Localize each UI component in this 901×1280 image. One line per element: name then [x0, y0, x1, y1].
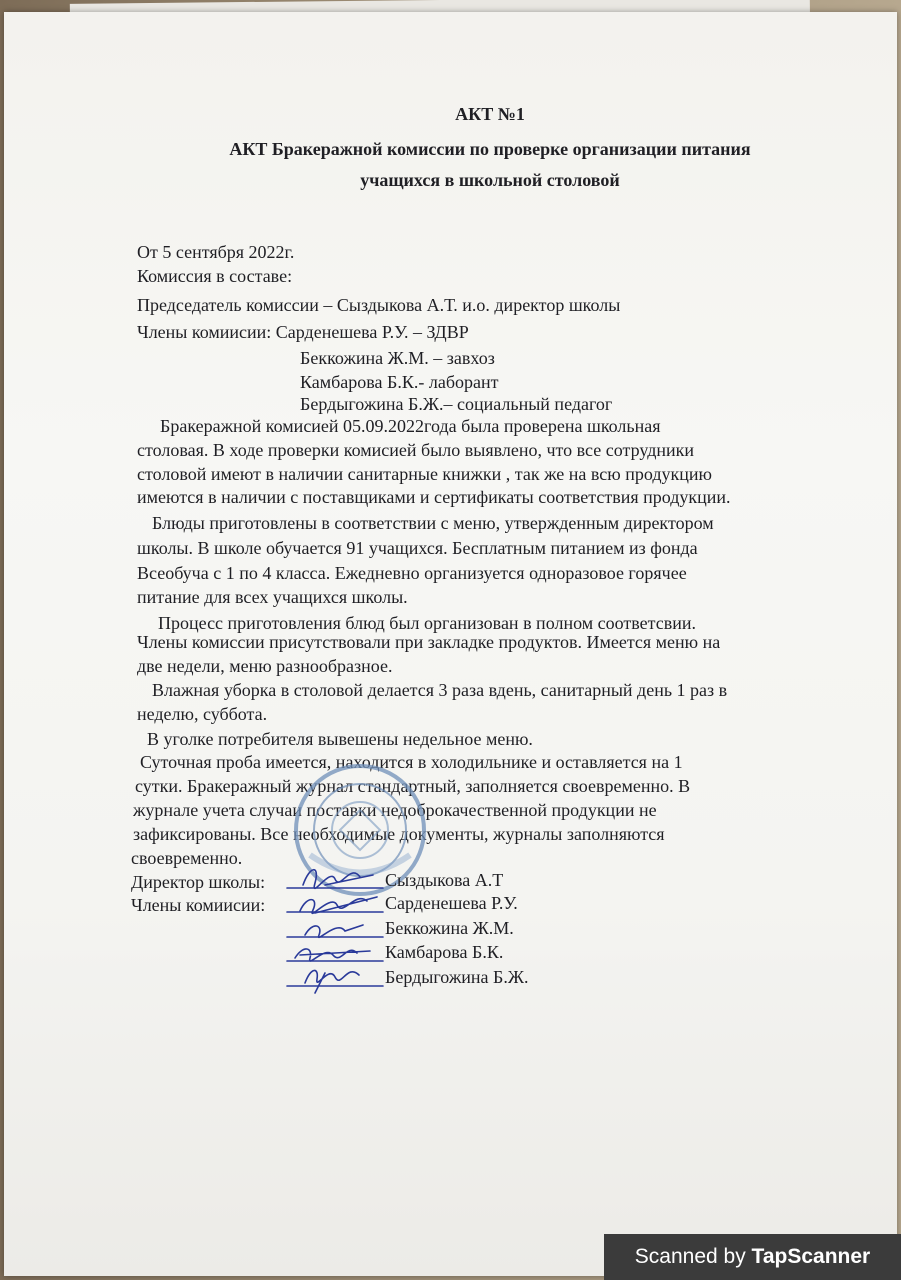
- paragraph-line: столовая. В ходе проверки комисией было выявлено, что все сотрудники: [137, 440, 695, 460]
- director-name: Сыздыкова А.Т: [385, 870, 504, 890]
- composition-line: Комиссия в составе:: [137, 266, 293, 286]
- paragraph-line: Процесс приготовления блюд был организован в полном соответсвии.: [158, 613, 696, 633]
- paragraph-line: Влажная уборка в столовой делается 3 раза вдень, санитарный день 1 раз в: [152, 680, 728, 700]
- members-signature-label: Члены комиисии:: [131, 895, 266, 915]
- paragraph-line: Бракеражной комисией 05.09.2022года была проверена школьная: [160, 416, 661, 436]
- member-line: Камбарова Б.К.- лаборант: [300, 372, 499, 392]
- document-subtitle-line2: учащихся в школьной столовой: [360, 170, 620, 190]
- member-signature-name: Беккожина Ж.М.: [385, 918, 514, 938]
- paragraph-line: неделю, суббота.: [137, 704, 268, 724]
- member-line: Беккожина Ж.М. – завхоз: [300, 348, 495, 368]
- tapscanner-watermark-badge: [604, 1234, 901, 1280]
- director-label: Директор школы:: [131, 872, 266, 892]
- paragraph-line: журнале учета случаи поставки недоброкачественной продукции не: [133, 800, 657, 820]
- paragraph-line: зафиксированы. Все необходимые документы, журналы заполняются: [133, 824, 665, 844]
- document-title: АКТ №1: [455, 104, 525, 124]
- watermark-brand: TapScanner: [751, 1245, 871, 1268]
- paragraph-line: имеются в наличии с поставщиками и сертификаты соответствия продукции.: [137, 487, 731, 507]
- paragraph-line: питание для всех учащихся школы.: [137, 587, 408, 607]
- date-line: От 5 сентября 2022г.: [137, 242, 295, 262]
- watermark-prefix: Scanned by: [634, 1245, 752, 1268]
- member-signature-name: Бердыгожина Б.Ж.: [385, 967, 529, 987]
- paragraph-line: Суточная проба имеется, находится в холодильнике и оставляется на 1: [140, 752, 683, 772]
- handwritten-signatures: [285, 855, 385, 995]
- member-line: Бердыгожина Б.Ж.– социальный педагог: [300, 394, 613, 414]
- paragraph-line: В уголке потребителя вывешены недельное меню.: [147, 729, 533, 749]
- paragraph-line: школы. В школе обучается 91 учащихся. Бесплатным питанием из фонда: [137, 538, 698, 558]
- chairman-line: Председатель комиссии – Сыздыкова А.Т. и.о. директор школы: [137, 295, 621, 315]
- paragraph-line: столовой имеют в наличии санитарные книжки , так же на всю продукцию: [137, 464, 712, 484]
- paragraph-line: Блюды приготовлены в соответствии с меню, утвержденным директором: [152, 513, 714, 533]
- paragraph-line: своевременно.: [131, 848, 243, 868]
- paragraph-line: две недели, меню разнообразное.: [137, 656, 393, 676]
- paragraph-line: Всеобуча с 1 по 4 класса. Ежедневно организуется одноразовое горячее: [137, 563, 687, 583]
- document-subtitle-line1: АКТ Бракеражной комиссии по проверке организации питания: [229, 139, 751, 159]
- member-signature-name: Камбарова Б.К.: [385, 942, 504, 962]
- paragraph-line: Члены комиссии присутствовали при закладке продуктов. Имеется меню на: [137, 632, 721, 652]
- member-line: Члены комиисии: Сарденешева Р.У. – ЗДВР: [137, 322, 469, 342]
- paragraph-line: сутки. Бракеражный журнал стандартный, заполняется своевременно. В: [135, 776, 691, 796]
- member-signature-name: Сарденешева Р.У.: [385, 893, 518, 913]
